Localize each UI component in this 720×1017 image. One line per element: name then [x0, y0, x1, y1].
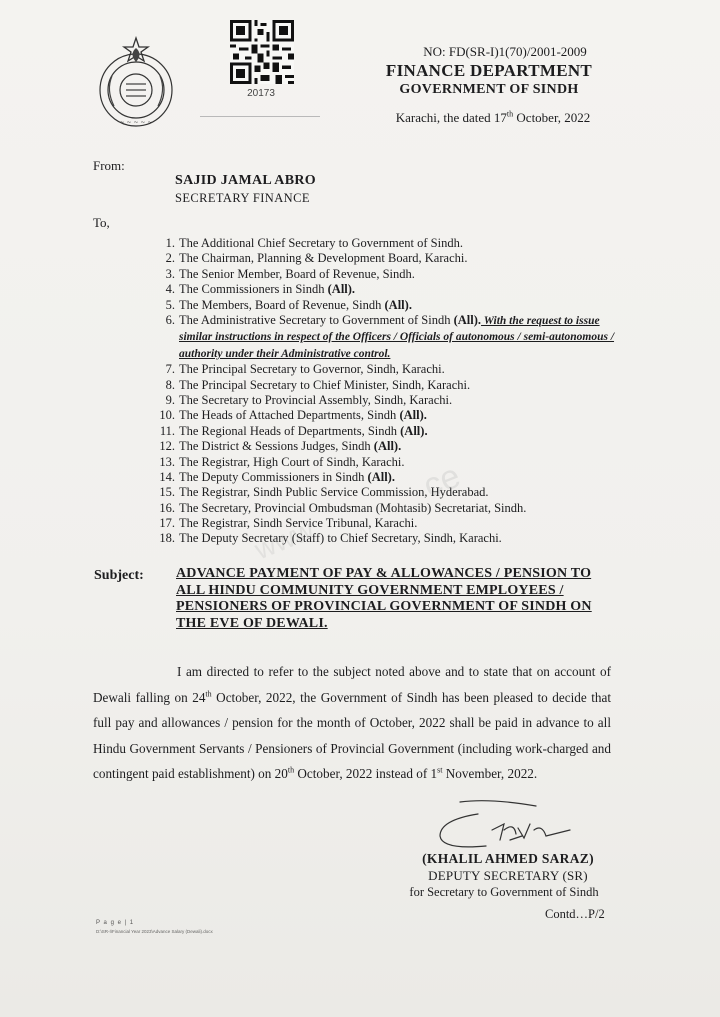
- subject-text: ADVANCE PAYMENT OF PAY & ALLOWANCES / PENSION TO ALL HINDU COMMUNITY GOVERNMENT EMPLOYEES / PENSIONERS OF PROVINCIAL GOVERNMENT OF SINDH ON THE EVE OF DEWALI.: [176, 566, 592, 631]
- recipient-item: [153, 408, 623, 423]
- recipient-item: [153, 455, 623, 470]
- recipient-item: [153, 424, 623, 439]
- recipient-number: 4.: [165, 282, 175, 297]
- recipient-number: 8.: [165, 377, 175, 392]
- recipient-item: [153, 362, 623, 377]
- body-paragraph: I am directed to refer to the subject noted above and to state that on account of Dewali falling on 24th October, 2022, the Government of Sindh has been pleased to decide that full pay and allowances / pension for the month of October, 2022 shall be paid in advance to all Hindu Government Servants / Pensioners of Provincial Government (including work-charged and contingent paid establishment) on 20th October, 2022 instead of 1st November, 2022.: [93, 664, 611, 781]
- recipient-text: The Registrar, High Court of Sindh, Karachi.: [179, 454, 405, 469]
- sender-name: SAJID JAMAL ABRO: [175, 173, 316, 188]
- recipient-number: 12.: [159, 439, 175, 454]
- recipient-number: 14.: [159, 469, 175, 484]
- recipient-item: [153, 378, 623, 393]
- recipient-text: The Principal Secretary to Chief Minister, Sindh, Karachi.: [179, 377, 471, 392]
- sindh-government-emblem-icon: [92, 36, 180, 128]
- to-label: To,: [93, 215, 110, 230]
- reference-number: NO: FD(SR-I)1(70)/2001-2009: [423, 44, 587, 59]
- recipient-item: [153, 267, 623, 282]
- recipient-item: [153, 393, 623, 408]
- recipient-item: [153, 470, 623, 485]
- recipient-text: The Commissioners in Sindh (All).: [179, 282, 356, 297]
- recipient-item: [153, 516, 623, 531]
- recipient-item: [153, 501, 623, 516]
- recipient-text: The Heads of Attached Departments, Sindh (All).: [179, 408, 427, 423]
- recipient-item: [153, 282, 623, 297]
- recipient-text: The Registrar, Sindh Public Service Commission, Hyderabad.: [179, 485, 489, 500]
- watermark: www: [250, 513, 319, 566]
- recipient-item: [153, 251, 623, 266]
- recipient-text: The Senior Member, Board of Revenue, Sindh.: [179, 266, 415, 281]
- divider-line: [200, 116, 320, 117]
- recipient-text: The Registrar, Sindh Service Tribunal, Karachi.: [179, 516, 418, 531]
- recipient-text: The Secretary to Provincial Assembly, Sindh, Karachi.: [179, 392, 453, 407]
- recipient-text: The Secretary, Provincial Ombudsman (Mohtasib) Secretariat, Sindh.: [179, 500, 527, 515]
- recipient-number: 18.: [159, 531, 175, 546]
- recipient-number: 10.: [159, 408, 175, 423]
- recipient-number: 6.: [165, 312, 175, 327]
- recipient-number: 9.: [165, 392, 175, 407]
- recipient-text: The Principal Secretary to Governor, Sindh, Karachi.: [179, 362, 445, 377]
- recipient-item: [153, 531, 623, 546]
- recipient-text: The Additional Chief Secretary to Government of Sindh.: [179, 236, 463, 250]
- sender-title: SECRETARY FINANCE: [175, 191, 310, 205]
- recipient-number: 1.: [165, 236, 175, 250]
- recipient-item: [153, 236, 623, 251]
- recipient-number: 3.: [165, 266, 175, 281]
- recipient-text: The Chairman, Planning & Development Board, Karachi.: [179, 251, 468, 266]
- signatory-designation: DEPUTY SECRETARY (SR): [428, 868, 588, 883]
- recipient-item: [153, 313, 623, 362]
- file-path: D:\SR-I\Financial Year 2023\Advance Salary (Dewali).docx: [96, 929, 213, 934]
- qr-reference-number: 20173: [247, 88, 275, 99]
- recipient-item: [153, 485, 623, 500]
- recipient-number: 17.: [159, 516, 175, 531]
- government-name: GOVERNMENT OF SINDH: [399, 82, 579, 97]
- recipient-text: The Members, Board of Revenue, Sindh (All).: [179, 297, 412, 312]
- page-number: P a g e | 1: [96, 920, 135, 926]
- recipient-text: The District & Sessions Judges, Sindh (All).: [179, 439, 402, 454]
- recipient-text: The Deputy Commissioners in Sindh (All).: [179, 469, 395, 484]
- recipient-number: 7.: [165, 362, 175, 377]
- watermark: ce: [418, 456, 466, 506]
- qr-code-icon: [230, 20, 294, 84]
- recipient-number: 13.: [159, 454, 175, 469]
- svg-text:~ ~ ~ ~ ~: ~ ~ ~ ~ ~: [119, 119, 153, 126]
- letter-date: Karachi, the dated 17th October, 2022: [395, 109, 591, 125]
- from-label: From:: [93, 158, 125, 173]
- recipient-number: 5.: [165, 297, 175, 312]
- recipient-text: The Administrative Secretary to Government of Sindh (All). With the request to issue similar instructions in respect of the Officers / Officials of autonomous / semi-autonomous / authority under their Administrative control.: [179, 312, 615, 360]
- signatory-name: (KHALIL AHMED SARAZ): [422, 851, 594, 866]
- recipient-number: 2.: [165, 251, 175, 266]
- signatory-for-line: for Secretary to Government of Sindh: [409, 885, 599, 899]
- recipient-note: With the request to issue similar instructions in respect of the Officers / Officials of autonomous / semi-autonomous / authority under their Administrative control.: [179, 314, 615, 360]
- recipient-number: 16.: [159, 500, 175, 515]
- recipient-item: [153, 439, 623, 454]
- subject-label: Subject:: [94, 568, 144, 583]
- recipient-list: [153, 236, 623, 547]
- continued-marker: Contd…P/2: [545, 907, 605, 921]
- recipient-number: 11.: [159, 423, 175, 438]
- recipient-number: 15.: [159, 485, 175, 500]
- department-name: FINANCE DEPARTMENT: [385, 61, 593, 80]
- recipient-text: The Regional Heads of Departments, Sindh (All).: [179, 423, 428, 438]
- recipient-item: [153, 298, 623, 313]
- recipient-text: The Deputy Secretary (Staff) to Chief Secretary, Sindh, Karachi.: [179, 531, 502, 546]
